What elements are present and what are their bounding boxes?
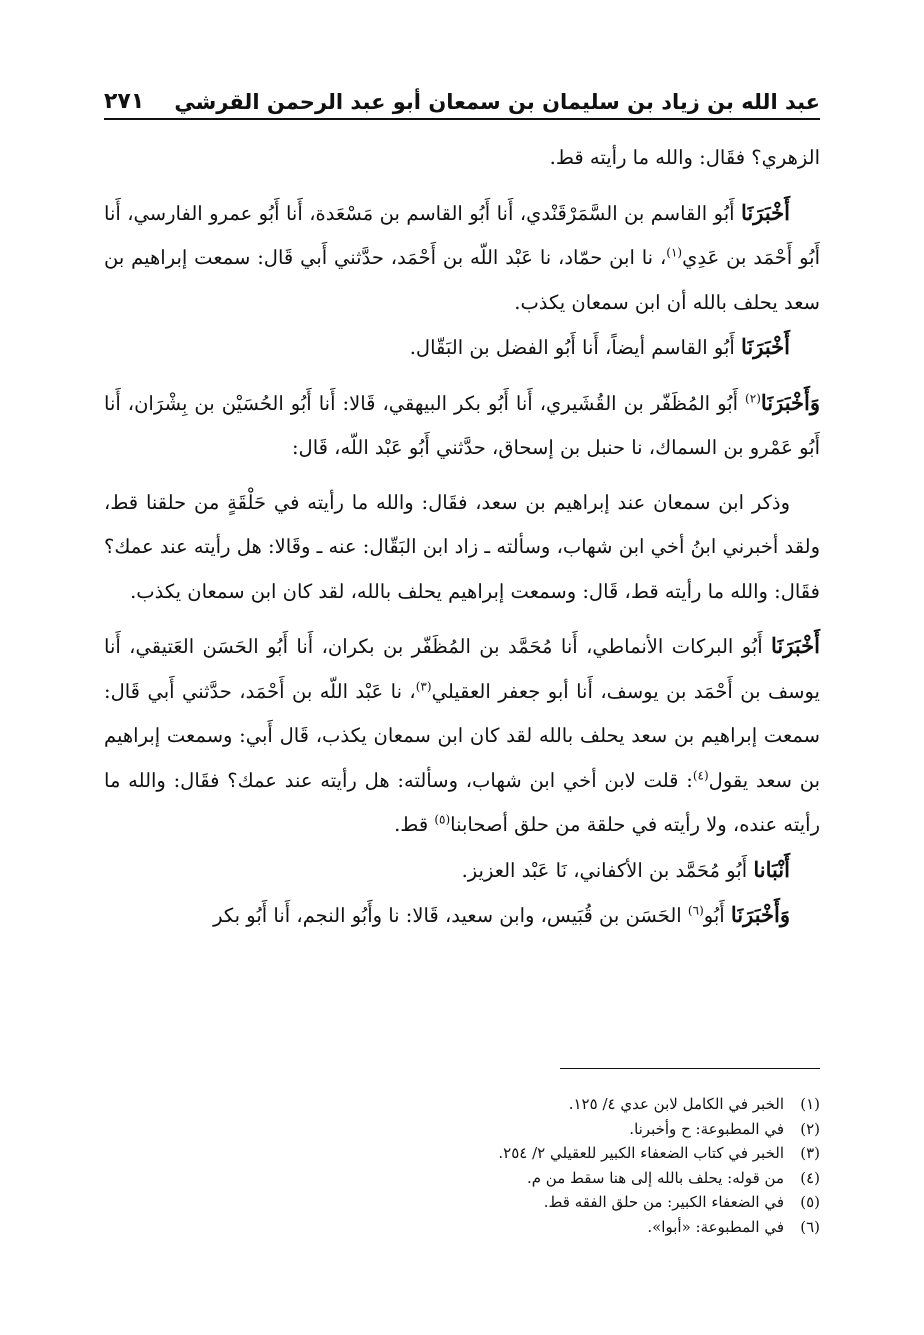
paragraph-1 [104, 136, 820, 181]
paragraph-3 [104, 325, 820, 371]
footnote-number: (٤) [800, 1168, 820, 1187]
narration-lead-word: أَخْبَرَنَا [741, 334, 790, 359]
paragraph-text: : قلت لابن أخي ابن شهاب، وسألته: هل رأيته عند عمك؟ فقَال: والله ما رأيته عنده، ولا رأيته في حلقة من حلق أصحابنا [104, 768, 820, 836]
narration-lead-word: وَأَخْبَرَنَا [760, 389, 820, 415]
footnote-text: من قوله: يحلف بالله إلى هنا سقط من م. [526, 1168, 784, 1187]
running-title: عبد الله بن زياد بن سليمان بن سمعان أبو عبد الرحمن القرشي [174, 90, 820, 114]
footnote-number: (٣) [800, 1144, 820, 1162]
page-number: ٢٧١ [104, 89, 145, 114]
footnote-ref-3: (٣) [415, 679, 432, 693]
paragraph-4 [104, 381, 820, 471]
footnote-item [104, 1092, 820, 1117]
footnote-item [104, 1190, 820, 1215]
footnote-item [104, 1141, 820, 1166]
footnote-ref-2: (٢) [745, 391, 761, 405]
footnote-number: (٦) [800, 1217, 820, 1236]
paragraph-text: أَبُو القاسم بن السَّمَرْقَنْدي، أَنا أَبُو القاسم بن مَسْعَدة، أَنا أَبُو عمرو الفارسي، أَنا أَبُو أَحْمَد بن عَدِي [104, 201, 821, 269]
footnote-number: (٥) [800, 1193, 820, 1211]
footnote-number: (١) [800, 1095, 820, 1113]
footnote-text: في المطبوعة: «أبوا». [647, 1217, 784, 1236]
narration-lead-word: أَخْبَرَنَا [771, 633, 820, 658]
footnote-text: الخبر في الكامل لابن عدي ٤/ ١٢٥. [568, 1095, 784, 1113]
paragraph-text: قط. [394, 813, 435, 836]
paragraph-7 [104, 848, 820, 894]
running-header [104, 74, 820, 120]
paragraph-text: الحَسَن بن قُبَيس، وابن سعيد، قَالا: نا وأَبُو النجم، أَنا أَبُو بكر [213, 904, 688, 927]
footnote-text: في المطبوعة: ح وأخبرنا. [629, 1119, 784, 1138]
paragraph-text: أَبُو القاسم أيضاً، أَنا أَبُو الفضل بن البَقّال. [409, 336, 742, 359]
paragraph-6 [104, 624, 820, 848]
main-text [104, 136, 820, 939]
paragraph-2 [104, 191, 820, 326]
paragraph-5 [104, 481, 820, 615]
narration-lead-word: أَنْبَانا [753, 856, 790, 882]
footnote-ref-4: (٤) [692, 768, 709, 782]
paragraph-text: ، نا عَبْد اللّه بن أَحْمَد، حدَّثني أَبي قَال: سمعت إبراهيم بن سعد يحلف بالله لقد كان ابن سمعان يكذب، قَال أَبي: وسمعت إبراهيم بن سعد يقول [104, 679, 821, 792]
footnote-item [104, 1117, 820, 1142]
paragraph-text: أَبُو مُحَمَّد بن الأكفاني، نَا عَبْد العزيز. [461, 858, 754, 882]
footnote-ref-6: (٦) [687, 903, 704, 918]
footnote-number: (٢) [800, 1119, 820, 1138]
footnotes [104, 1092, 820, 1239]
footnote-ref-1: (١) [666, 245, 683, 260]
footnote-ref-5: (٥) [434, 812, 451, 827]
paragraph-text: وذكر ابن سمعان عند إبراهيم بن سعد، فقَال: والله ما رأيته في حَلْقَةٍ من حلقنا قط، ولقد أخبرني ابنُ أخي ابن شهاب، وسألته ـ زاد ابن البَقّال: عنه ـ وقَالا: هل رأيته عند عمك؟ فقَال: والله ما رأيته قط، قَال: وسمعت إبراهيم يحلف بالله، لقد كان ابن سمعان يكذب. [104, 490, 820, 603]
paragraph-text: أَبُو [703, 904, 731, 927]
paragraph-text: الزهري؟ فقَال: والله ما رأيته قط. [549, 146, 820, 169]
paragraph-8 [104, 893, 820, 939]
footnote-text: في الضعفاء الكبير: من حلق الفقه قط. [543, 1193, 784, 1211]
narration-lead-word: وَأَخْبَرَنَا [730, 902, 790, 927]
footnote-divider [560, 1068, 820, 1069]
footnote-item [104, 1166, 820, 1191]
paragraph-text: أَبُو البركات الأنماطي، أَنا مُحَمَّد بن المُظَفّر بن بكران، أَنا أَبُو الحَسَن العَتيقي، أَنا يوسف بن أَحْمَد بن يوسف، أَنا أبو جعفر العقيلي [104, 635, 820, 703]
footnote-item [104, 1215, 820, 1240]
paragraph-text: أَبُو المُظَفّر بن القُشَيري، أَنا أَبُو بكر البيهقي، قَالا: أَنا أَبُو الحُسَيْن بن بِشْرَان، أَنا أَبُو عَمْرو بن السماك، نا حنبل بن إسحاق، حدَّثني أَبُو عَبْد اللّه، قَال: [104, 391, 820, 459]
paragraph-text: ، نا ابن حمّاد، نا عَبْد اللّه بن أَحْمَد، حدَّثني أَبي قَال: سمعت إبراهيم بن سعد يحلف بالله أن ابن سمعان يكذب. [104, 246, 820, 314]
narration-lead-word: أَخْبَرَنَا [741, 199, 790, 225]
footnote-text: الخبر في كتاب الضعفاء الكبير للعقيلي ٢/ ٢٥٤. [498, 1144, 784, 1162]
